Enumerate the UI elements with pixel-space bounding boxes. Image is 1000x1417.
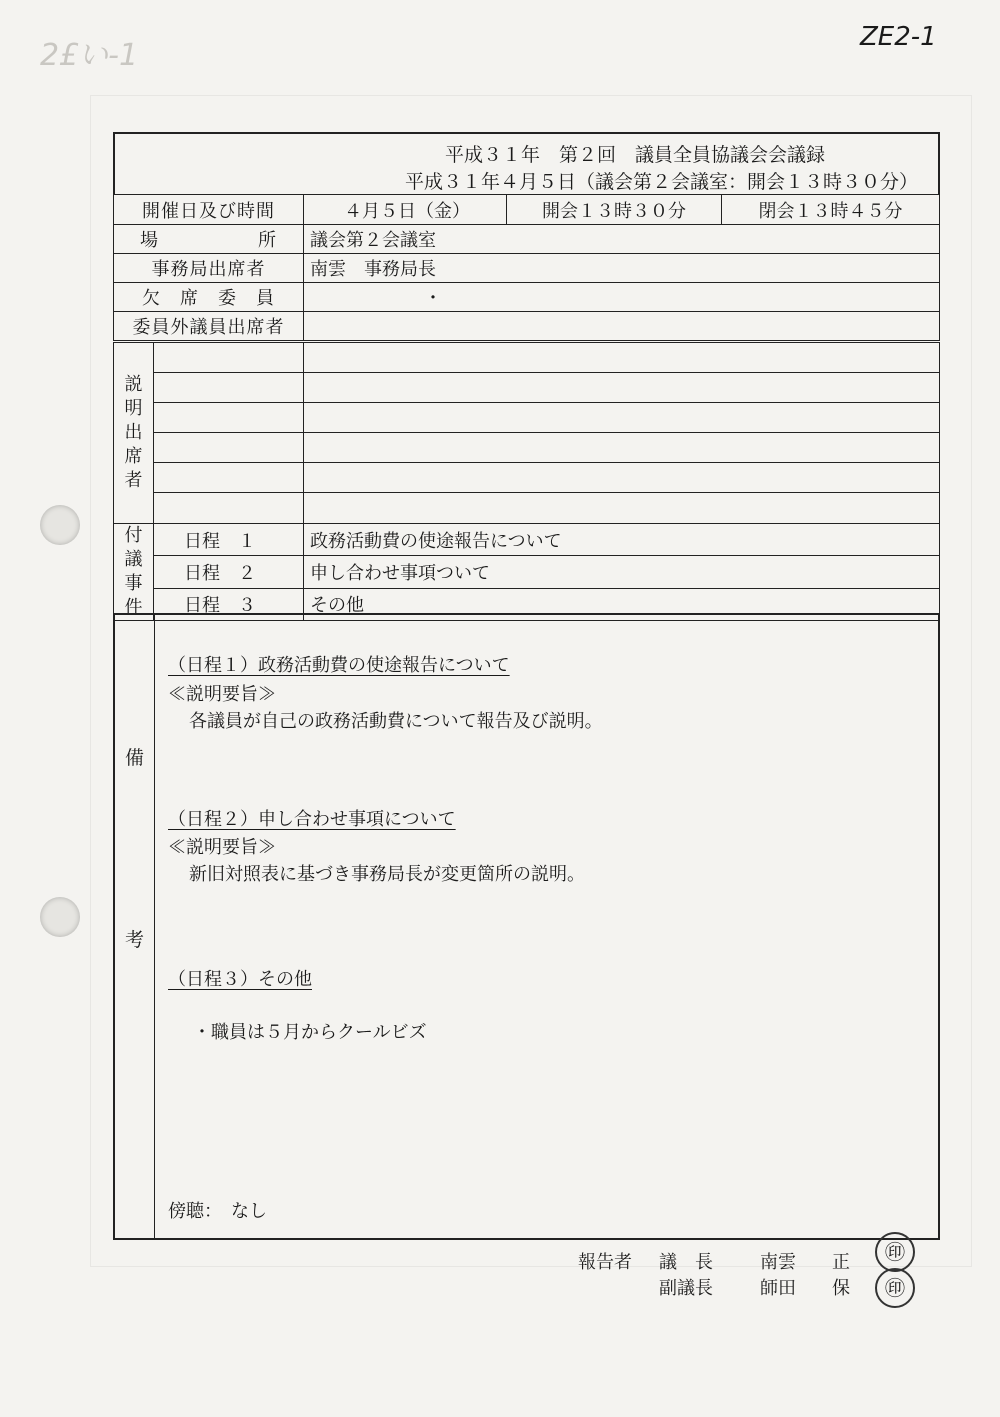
agenda-item-3: その他 — [304, 588, 940, 620]
agenda-table — [113, 523, 940, 621]
remarks-label-ko: 考 — [125, 929, 145, 951]
agenda-label — [114, 524, 154, 621]
nonmember-value — [304, 312, 940, 341]
place-label: 場 所 — [114, 225, 304, 254]
explain-cell — [154, 463, 304, 493]
absent-value: ・ — [304, 283, 940, 312]
agenda-schedule-3: 日程 ３ — [154, 588, 304, 620]
remarks-heading-3: （日程３）その他 — [168, 969, 312, 990]
explain-label — [114, 343, 154, 524]
chair-name: 南雲 正 — [760, 1252, 850, 1273]
punch-hole-bottom — [40, 897, 80, 937]
remarks-body-3: ・職員は５月からクールビズ — [193, 1022, 427, 1043]
explain-cell — [154, 343, 304, 373]
punch-hole-top — [40, 505, 80, 545]
minutes-table — [113, 194, 940, 341]
agenda-item-2: 申し合わせ事項ついて — [304, 556, 940, 588]
agenda-item-1: 政務活動費の使途報告について — [304, 524, 940, 556]
vice-chair-title: 副議長 — [659, 1278, 713, 1299]
remarks-body-1: 各議員が自己の政務活動費について報告及び説明。 — [189, 711, 603, 732]
remarks-box — [113, 613, 940, 1240]
remarks-heading-2: （日程２）申し合わせ事項について — [168, 809, 456, 830]
remarks-body-2: 新旧対照表に基づき事務局長が変更箇所の説明。 — [189, 864, 585, 885]
vice-chair-seal: ㊞ — [875, 1268, 915, 1308]
explain-cell — [304, 403, 940, 433]
agenda-schedule-1: 日程 １ — [154, 524, 304, 556]
remarks-summary-label-2: ≪説明要旨≫ — [168, 837, 276, 858]
remarks-side — [115, 615, 155, 1238]
remarks-summary-label-1: ≪説明要旨≫ — [168, 684, 276, 705]
chair-title: 議 長 — [659, 1252, 713, 1273]
nonmember-label: 委員外議員出席者 — [114, 312, 304, 341]
document-title: 平成３１年 第２回 議員全員協議会会議録 — [445, 144, 826, 166]
place-value: 議会第２会議室 — [304, 225, 940, 254]
explain-cell — [304, 373, 940, 403]
explain-cell — [304, 343, 940, 373]
explain-cell — [304, 493, 940, 524]
explain-cell — [154, 373, 304, 403]
reporter-label: 報告者 — [578, 1252, 632, 1273]
open-time: 開会１３時３０分 — [507, 195, 722, 225]
title-box — [113, 132, 940, 194]
explain-cell — [304, 463, 940, 493]
remarks-label-bi: 備 — [125, 747, 145, 769]
explain-table — [113, 342, 940, 524]
handwritten-note-left: 2£い-1 — [40, 38, 139, 73]
absent-label: 欠 席 委 員 — [114, 283, 304, 312]
explain-cell — [304, 433, 940, 463]
handwritten-note-right: ZE2-1 — [860, 22, 937, 52]
explain-label-text: 説 明 出 席 者 — [124, 374, 143, 491]
agenda-label-text: 付 議 事 件 — [124, 525, 143, 618]
date-value: ４月５日（金） — [304, 195, 507, 225]
document-subtitle: 平成３１年４月５日（議会第２会議室：開会１３時３０分） — [405, 171, 919, 193]
close-time: 閉会１３時４５分 — [722, 195, 940, 225]
explain-cell — [154, 403, 304, 433]
explain-cell — [154, 433, 304, 463]
agenda-schedule-2: 日程 ２ — [154, 556, 304, 588]
audience-note: 傍聴： なし — [168, 1201, 267, 1222]
secretariat-label: 事務局出席者 — [114, 254, 304, 283]
explain-cell — [154, 493, 304, 524]
secretariat-value: 南雲 事務局長 — [304, 254, 940, 283]
remarks-heading-1: （日程１）政務活動費の使途報告について — [168, 655, 510, 676]
vice-chair-name: 師田 保 — [760, 1278, 850, 1299]
chair-seal: ㊞ — [875, 1232, 915, 1272]
date-label: 開催日及び時間 — [114, 195, 304, 225]
